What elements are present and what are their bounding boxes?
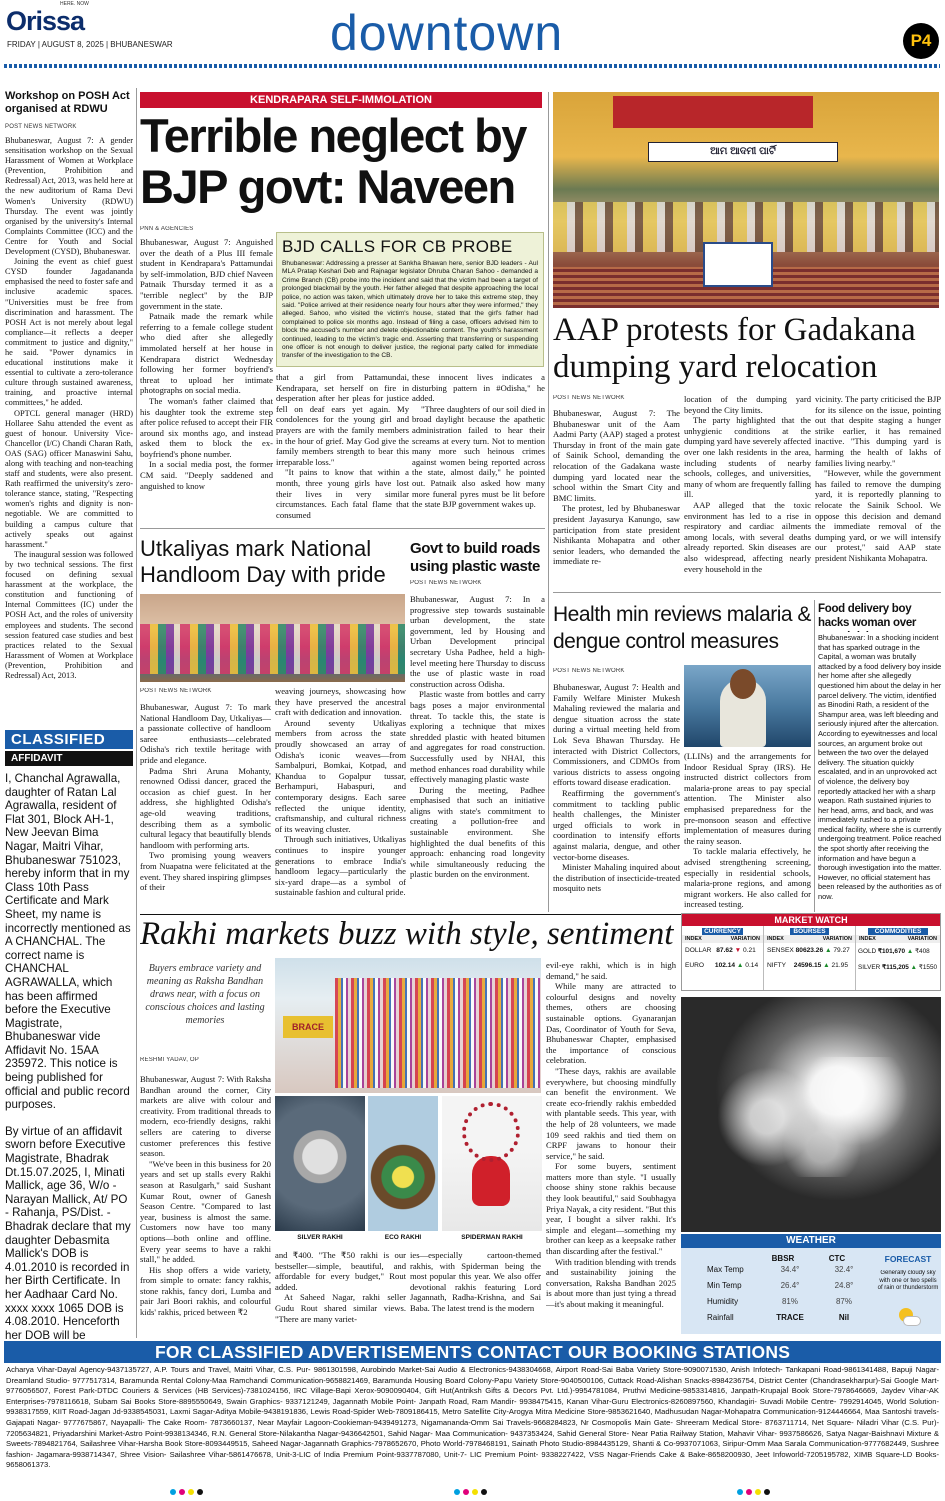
forecast-title: FORECAST (884, 1254, 932, 1264)
aap-para: "However, while the government has failed to remove the dumping yard, it is reportedly planning to relocate the Sainik School. We oppose this decision and demand the immediate removal of the dumping yard, or we will intensify our protest," said AAP state president Nishikanta Mohapatra. (815, 468, 941, 563)
handloom-col-1 (140, 702, 271, 912)
bourses-index-header: INDEX (767, 936, 784, 942)
rakhi-col-2 (275, 1250, 406, 1336)
commodities-variation-header: VARIATION (907, 936, 937, 942)
lead-para: Bhubaneswar, August 7: Anguished over the death of a Plus III female student in Kendrapara's Pattamundai by self-immolation, BJD chief Naveen Patnaik Thursday termed it as a "terrible neglect" by the BJP government in the state. (140, 237, 273, 311)
logo-tag: HERE. NOW (60, 1, 89, 7)
posh-para: Bhubaneswar, August 7: A gender sensitisation workshop on the Sexual Harassment of Women at Workplace (Prevention, Prohibition and Redressal) Act, 2013, was held here at the new auditorium of Rama Devi Women's University (RDWU) Thursday. The event was jointly organised by the university's Internal Complaints Committee (ICC) and the Centre for Youth and Social Development (CYSD), Bhubaneswar. (5, 136, 133, 257)
ads-title-bar: FOR CLASSIFIED ADVERTISEMENTS CONTACT OUR BOOKING STATIONS (4, 1341, 941, 1363)
issue-dateline: FRIDAY | AUGUST 8, 2025 | BHUBANESWAR (7, 40, 173, 49)
roads-para: Plastic waste from bottles and carry bags poses a major environmental threat. To tackle this, the state is exploring a technique that mixes shredded plastic with heated bitumen and aggregates for road construction. Successfully used by NHAI, this method enhances road durability while effectively managing plastic waste (410, 689, 545, 785)
rakhi-headline: Rakhi markets buzz with style, sentiment (140, 916, 674, 952)
posh-body (5, 136, 133, 681)
bourses-row: NIFTY 24596.15 ▲ 21.95 (767, 962, 849, 969)
rakhi-stall-photo (275, 958, 541, 1093)
booking-stations-list: Acharya Vihar-Dayal Agency-9437135727, A.P. Tours and Travel, Maitri Vihar, C.S. Pur- 9861301598, Aurobindo Market-Sai Audio & Electronics-9438304668, Airport Road-Sai Baba Variety Store-9090071530, Anish Infotech- Tankapani Road-9861341488, Bapuji Nagar- Dreamland Studio- 9777517314, Baramunda Rental Colony-Maa Ramchandi Communication-9658821469, Baramunda Housing Board Colony-Papu Variety Store-9040500106, Cuttack Road-Alishan Snacks-8984236754, District Center (Chandrasekharpur)-Sai Google Mart-9776056507, Forest Park-DTDC Couriers & Services (HB Services)-7381024156, IRC Village-Bapi Xerox-9090090404, Gift Hut(Antriksh Gifts & Decors Pvt. Ltd.)-9954781084, Pruthvi Medicine-9853314816, Janpath-Krupajal Book Store-7978646669, Jaydev Vihar-AK Enterprises-7978116618, Subam Sai Books Store-8895550649, Swain Graphics- 9337121249, Jagannath Mobile Point- Janpath Road, Ram Mandir- 9938475415, Kanan Vihar-Guru Electronics-8260897560, Khandagiri- Suvadi Mobile Centre- 7992914045, World Solution- 9938317559, KIIT Road-Jagan Jd-9338545031, Laxmi Sagar-Aditya Mobile-9438191836, Lewis Road-Spider Web-7809186415, Metro Satellite City-Arogya Mitra Medicine Store-9853621640, Madhusudan Nagar-Mohapatra Communication-9124446664, Maa Santoshi travels- Gajapati Nagar- 9777675867, Nayapalli- The Cake Room- 7873660137, Near Mayfair Lagoon-Cookieman-9439491273, Nigamananda-Omm Sai Travels-9668284823, Nr Cosmopolis Main Gate- Shreeram Medical Store- 8763711714, Net Square- Niladri Vihar (C.S. Pur)- 7205634821, Priyadarshini Market-Astro Point-9938134346, R.N. General Store-Nilakantha Nagar-9436642501, Sahid Nagar- Maa Communication- 9437353424, Sahid General Store- Near Patia Railway Station, Mahavir Vihar- 9937586626, Satya Nagar-Baishnavi Mixture & Sweets-7894821764, Sailashree Vihar-Harsha Book Store-8093449515, Saheed Nagar-Jagannath Graphics-7978652670, Photo World-7978468191, Sainath Photo Studio-8984435129, Shanti & Co-9937071063, Siripur-Omm Maa Sarala Communication-9777682449, Sushree fashion- Jagamara-9938714347, Shree Vision- Sailashree Vihar-5861476678, Unit-3-LIC of India Premium Point-9337787080, Unit-7- LIC Premium Point- 9338227422, VSS Nagar-Friends Cake & Bake-8658200930, Jeet Infoworld-7205195782, XIMB Square-LD Books-9658061373. (6, 1365, 939, 1470)
bjd-probe-box (276, 232, 544, 367)
cloud-band (701, 1057, 921, 1177)
classified-section (5, 730, 133, 1340)
commodities-title: COMMODITIES (868, 928, 928, 935)
posh-byline: POST NEWS NETWORK (5, 124, 77, 130)
posh-article (5, 90, 133, 720)
rakhi-para: evil-eye rakhi, which is in high demand," he said. (546, 960, 676, 981)
health-para: Minister Mahaling inquired about the distribution of insecticide-treated mosquito nets (553, 862, 680, 894)
satellite-image (681, 997, 941, 1232)
rakhi-para: ies—especially cartoon-themed rakhis, with Spiderman being the most popular this year. We also offer devotional rakhis featuring Lord Jagannath, Radha-Krishna, and Sai Baba. The latest trend is the modern (410, 1250, 541, 1313)
health-col-2 (684, 751, 811, 914)
bourses-row: SENSEX 80623.26 ▲ 79.27 (767, 947, 850, 954)
posh-headline: Workshop on POSH Act organised at RDWU (5, 90, 130, 115)
bourses-panel (764, 926, 856, 990)
bjd-box-text: Bhubaneswar: Addressing a presser at Sankha Bhawan here, senior BJD leaders - Aul MLA Pratap Keshari Deb and Rajnagar legislator Dhruba Charan Sahoo - demanded a Crime Branch (CB) probe into the incident and said that the victim had been a target of prolonged blackmail by the youth. Her father alleged that despite approaching the local police, no action was taken, which ultimately drove her to take this extreme step, they said. "Police arrived at their residence nearly four hours after they were informed," they alleged. Sahoo, who visited the victim's house, stated that the girl's father had complained to police six months ago. Instead of filing a case, officers advised him to block the accused's number and delete objectionable content. The youth's harassment continued, leading to the victim's tragic end. Asserting that transferring or suspending one officer is not enough to deliver justice, the regional party called for immediate transfer of the investigation to the CB. (282, 260, 538, 360)
health-para: (LLINs) and the arrangements for Indoor Residual Spray (IRS). He instructed district collectors from malaria-prone areas to pay special attention. The Minister also emphasised preparedness for the pre-monsoon season and effective implementation of measures during the rainy season. (684, 751, 811, 846)
weather-title: WEATHER (681, 1234, 941, 1248)
food-body: Bhubaneswar: In a shocking incident that has sparked outrage in the Capital, a woman was brutally attacked by a food delivery boy inside her home after she allegedly questioned him about the delay in her parcel delivery. The victim, identified as Binodini Rath, a resident of the Shampur area, was left bleeding and seriously injured after the altercation. According to eyewitnesses and local sources, an argument broke out between the two over the delayed delivery. The situation quickly escalated, and in an unprovoked act of violence, the delivery boy reportedly attacked her with a sharp weapon. Rath sustained injuries to her head, arms, and back, and was immediately rushed to a private medical facility, where she is currently undergoing treatment. Police reached the spot shortly after receiving the information and have begun a thorough investigation into the matter. However, no official statement has been released by the authorities as of now. (818, 633, 942, 902)
handloom-para: Through such initiatives, Utkaliyas continues to inspire younger generations to embrace India's handloom legacy—particularly the six-yard drape—as a symbol of sustainable fashion and cultural pride. (275, 834, 406, 898)
rakhi-byline: RESHMI YADAV, OP (140, 1057, 199, 1063)
column-divider (136, 88, 137, 1338)
section-rule (553, 592, 941, 593)
aap-para: The party highlighted that the unhygienic conditions at the dumping yard have severely affected over one lakh residents in the area, including students of nearby schools, colleges, and universities, many of whom are frequently falling ill. (684, 415, 811, 500)
rakhi-para: His shop offers a wide variety, from simple to ornate: fancy rakhis, stone rakhis, fancy dori, Lumba and pair Jari Boori rakhis, and colourful kids' rakhis, priced between ₹2 (140, 1264, 271, 1318)
banner-strip (613, 96, 813, 128)
masthead (0, 0, 945, 68)
lead-para: "It pains to know that within a month, three young girls have lost their lives in very similar circumstances. Each fatal flame that consumed (276, 467, 409, 520)
lead-byline: PNN & AGENCIES (140, 226, 194, 232)
lead-headline: Terrible neglect by BJP govt: Naveen (140, 110, 526, 213)
page-number-badge: P4 (903, 23, 939, 59)
health-para: Bhubaneswar, August 7: Health and Family Welfare Minister Mukesh Mahaling reviewed the malaria and dengue situation across the state during a virtual meeting held from Lok Seva Bhawan Thursday. He interacted with District Collectors, Commissioners, and CDMOs from various districts to assess ongoing efforts toward disease eradication. (553, 682, 680, 788)
silver-rakhi-photo (275, 1096, 365, 1231)
lead-para: these innocent lives indicates a disturbing pattern in #Odisha," he added. (412, 372, 545, 404)
spiderman-rakhi-photo (442, 1096, 542, 1231)
rakhi-para: With tradition blending with trends and sustainability joining the conversation, Raksha Bandhan 2025 is about more than just tying a thread—it's about making it meaningful. (546, 1256, 676, 1309)
health-headline: Health min reviews malaria & dengue control measures (553, 603, 811, 653)
eco-rakhi-photo (368, 1096, 438, 1231)
posh-para: The inaugural session was followed by two technical sessions. The first focused on defining sexual harassment at the workplace, the constitution and functioning of Internal Committees (IC) under the POSH Act, and the roles of university employees and students. The second session featured case studies and best practices related to the Sexual Harassment of Women at Workplace (Prevention, Prohibition and Redressal) Act, 2013. (5, 549, 133, 680)
sarees-row (140, 624, 405, 674)
food-headline: Food delivery boy hacks woman over (818, 603, 917, 629)
handloom-para: Two promising young weavers from Nuapatna were felicitated at the event. They shared inspiring glimpses of their (140, 850, 271, 893)
lead-para: "Three daughters of our soil died in broad daylight because the apathetic administration failed to hear their screams at every turn. Not to mention many more such heinous crimes against women being reported across the state, almost daily," he pointed out. Patnaik also asked how many more funeral pyres must be lit before the state BJP government wakes up. (412, 403, 545, 510)
weather-row: Humidity 81% 87% (707, 1297, 852, 1306)
aap-para: The protest, led by Bhubaneswar president Jayasurya Kanungo, saw participation from state president Nishikanta Mohapatra and other senior leaders, who demanded the immediate re- (553, 503, 680, 567)
aap-col-3 (815, 394, 941, 588)
commodities-row: GOLD ₹101,670 ▲ ₹408 (858, 948, 930, 955)
bourses-variation-header: VARIATION (822, 936, 852, 942)
lead-para: In a social media post, the former CM said. "Deeply saddened and anguished to know (140, 459, 273, 491)
handloom-para: Around seventy Utkaliyas members from across the state proudly showcased an array of Odisha's iconic weaves—from Sambalpuri, Bomkai, Kotpad, and Khandua to Gopalpur tussar, Berhampuri, Habaspuri, and contemporary designs. Each saree reflected the unique identity, craftsmanship, and cultural richness of its weaving cluster. (275, 717, 406, 834)
rakhi-standfirst: Buyers embrace variety and meaning as Raksha Bandhan draws near, with a focus on conscious choices and lasting memories (145, 963, 265, 1026)
aap-banner: ଆମ ଆଦମୀ ପାର୍ଟି (648, 142, 838, 162)
lead-col-2 (276, 372, 409, 522)
section-rule (140, 528, 545, 529)
minister-head (730, 669, 756, 699)
affidavit-notice-2: By virtue of an affidavit sworn before Executive Magistrate, Bhadrak Dt.15.07.2025, I, Minati Mallick, age 36, W/o - Narayan Mallick, At/ PO - Rahanja, PS/Dist. - Bhadrak declare that my daughter Debasmita Mallick's DOB is 4.01.2010 is recorded in her Birth Certificate. In her Aadhaar Card No. xxxx xxxx 1065 DOB is 4.08.2010. Henceforth her DOB will be (5, 1124, 131, 1340)
lead-col-1 (140, 237, 273, 522)
aap-protest-photo (553, 92, 939, 308)
aap-para: Bhubaneswar, August 7: The Bhubaneswar unit of the Aam Aadmi Party (AAP) staged a protest Thursday in front of the main gate of Sainik School, demanding the relocation of the Gadakana waste dumping yard located near the school within the Smart City and BMC limits. (553, 408, 680, 503)
aap-col-2 (684, 394, 811, 588)
currency-title: CURRENCY (702, 928, 743, 935)
posh-para: OPTCL general manager (HRD) Hollaree Sahu attended the event as guest of honour. University Vice-Chancellor (I/C) Chandi Charan Rath, OAS (SAG) officer Manaswini Sahu, along with teaching and non-teaching staff and students, were also present. Rath reaffirmed the university's zero-tolerance stance, stating, "Respecting women's rights and dignity is non-negotiable. We are committed to building a campus culture that actively speaks out against harassment." (5, 408, 133, 549)
caption-eco-rakhi: ECO RAKHI (384, 1234, 422, 1241)
ctc-header: CTC (828, 1254, 846, 1263)
handloom-col-2 (275, 686, 406, 912)
currency-variation-header: VARIATION (730, 936, 760, 942)
commodities-panel (856, 926, 940, 990)
lead-para: that a girl from Pattamundai, Kendrapara, set herself on fire in desperation after her pleas for justice fell on deaf ears yet again. My condolences for the young girl and prayers are with the family members in the hour of grief. May God give the family members strength to bear this irreparable loss." (276, 372, 409, 467)
rakhi-para: At Saheed Nagar, rakhi seller Gudu Rout shared similar views. "There are many variet- (275, 1292, 406, 1324)
rakhi-para: For some buyers, sentiment matters more than style. "I usually choose shiny stone rakhis because they look beautiful," said Soubhagya Priya Nayak, a city resident. "But this year, I bought a silver rakhi. It's simple and elegant—something my brother can keep as a keepsake rather than discarding after the festival." (546, 1161, 676, 1257)
roads-para: During the meeting, Padhee emphasised that such an initiative aligns with state's commitment to creating a pollution-free and sustainable environment. She highlighted the dual benefits of this approach: enhancing road longevity while simultaneously reducing the plastic burden on the environment. (410, 784, 545, 880)
caption-silver-rakhi: SILVER RAKHI (297, 1234, 343, 1241)
currency-index-header: INDEX (685, 936, 702, 942)
aap-byline: POST NEWS NETWORK (553, 395, 625, 401)
aap-headline: AAP protests for Gadakana dumping yard relocation (553, 312, 916, 385)
handloom-group-photo (140, 594, 405, 682)
rakhi-col-3 (410, 1250, 541, 1336)
currency-row: DOLLAR 87.62 ▼ 0.21 (685, 947, 756, 954)
bead-loop (462, 1102, 520, 1162)
health-col-1 (553, 682, 680, 914)
lead-para: The woman's father claimed that his daughter took the extreme step after police refused to accept their FIR around six months ago, and instead asked them to block the ex-boyfriend's phone number. (140, 395, 273, 459)
aap-col-1 (553, 408, 680, 588)
handloom-headline: Utkaliyas mark National Handloom Day with pride (140, 536, 386, 587)
commodities-index-header: INDEX (859, 936, 876, 942)
rakhi-col-1 (140, 1074, 271, 1336)
commodities-row: SILVER ₹115,205 ▲ ₹1550 (858, 964, 938, 971)
aap-para: AAP alleged that the toxic environment has led to a rise in respiratory and cardiac ailments among locals, with several deaths already reported. Skin diseases are also widespread, affecting nearly every household in the (684, 499, 811, 574)
logo: Orissa (6, 6, 85, 36)
aap-para: location of the dumping yard beyond the City limits. (684, 394, 811, 415)
rakhi-para: "These days, rakhis are available everywhere, but choosing mindfully can benefit the environment. We create eco-friendly rakhis embedded with plantable seeds. This year, with the help of 28 volunteers, we made 109 seed rakhis and tied them on CRPF jawans to honour their service," he said. (546, 1065, 676, 1161)
weather-panel (681, 1234, 941, 1334)
health-para: To tackle malaria effectively, he advised strengthening screening, especially in residential schools, malaria-prone regions, and among migrant workers. He also called for increased testing. (684, 846, 811, 910)
section-title: downtown (330, 5, 564, 61)
roads-byline: POST NEWS NETWORK (410, 580, 482, 586)
weather-icon (897, 1308, 921, 1330)
market-watch (681, 913, 941, 991)
aap-para: vicinity. The party criticised the BJP for its silence on the issue, pointing out that despite staging a hunger strike earlier, it has remained inactive. "This dumping yard is harming the health of lakhs of families living nearby." (815, 394, 941, 468)
bjd-box-headline: BJD CALLS FOR CB PROBE (282, 237, 513, 256)
rakhi-col-4 (546, 960, 676, 1338)
lead-kicker: KENDRAPARA SELF-IMMOLATION (140, 92, 542, 108)
currency-row: EURO 102.14 ▲ 0.14 (685, 962, 759, 969)
handloom-para: weaving journeys, showcasing how they have preserved the ancestral craft with dedication and innovation. (275, 686, 406, 718)
market-watch-title: MARKET WATCH (682, 914, 940, 926)
bbsr-header: BBSR (771, 1254, 795, 1263)
affidavit-notice-1: I, Chanchal Agrawalla, daughter of Ratan Lal Agrawalla, resident of Flat 301, Block AH-1, New Jeevan Bima Nagar, Maitri Vihar, Bhubaneswar 751023, hereby inform that in my Class 10th Pass Certificate and Mark Sheet, my name is incorrectly mentioned as A CHANCHAL. The correct name is CHANCHAL AGRAWALLA, which has been affirmed before the Executive Magistrate, Bhubaneswar vide Affidavit No. 15AA 235972. This notice is being published for official and public record purposes. (5, 772, 131, 1112)
caption-spiderman-rakhi: SPIDERMAN RAKHI (461, 1234, 523, 1241)
handloom-para: Padma Shri Aruna Mohanty, renowned Odissi dancer, graced the occasion as chief guest. In her address, she highlighted Odisha's age-old weaving traditions, describing them as a symbolic cultural legacy that beautifully blends handloom with performing arts. (140, 765, 271, 850)
roads-headline: Govt to build roads using plastic waste (410, 540, 540, 575)
lead-col-3 (412, 372, 545, 522)
placard (703, 242, 773, 287)
stall-sign: BRACE (283, 1016, 333, 1038)
handloom-para: Bhubaneswar, August 7: To mark National Handloom Day, Utkaliyas—a passionate collective of handloom saree enthusiasts—celebrated Odisha's rich textile heritage with pride and elegance. (140, 702, 271, 765)
rakhi-para: and ₹400. "The ₹50 rakhi is our bestseller—simple, beautiful, and affordable for every budget," Rout added. (275, 1250, 406, 1292)
roads-body (410, 594, 545, 914)
rakhi-strings (335, 978, 541, 1088)
column-divider (814, 600, 815, 912)
weather-row: Rainfall TRACE Nil (707, 1313, 850, 1322)
rakhi-para: Bhubaneswar, August 7: With Raksha Bandhan around the corner, City markets are alive with colour and creativity. From traditional threads to modern, eco-friendly designs, rakhi sellers are catering to diverse customer preferences this festive season. (140, 1074, 271, 1159)
color-registration-marks (170, 1489, 770, 1497)
posh-para: Joining the event as chief guest CYSD founder Jagadananda emphasised the need to foster safe and inclusive academic spaces. "Universities must be free from discrimination and harassment. The POSH Act is not merely about legal compliance—it reflects a deeper commitment to justice and dignity," he said. "Power dynamics in educational institutions make it essential to cultivate a zero-tolerance culture through sustained awareness, training, and proactive internal committees," he added. (5, 257, 133, 408)
bourses-title: BOURSES (790, 928, 829, 935)
classified-title: CLASSIFIED (5, 730, 133, 749)
rakhi-para: "We've been in this business for 20 years and set up stalls every Rakhi season at Rasulgarh," said Sushant Kumar Rout, owner of Ganesh Season Centre. "Compared to last year, business is almost the same. Customers now have too many options—both online and offline. Every year seems to have a rakhi stall," he added. (140, 1158, 271, 1265)
weather-row: Max Temp 34.4° 32.4° (707, 1265, 854, 1274)
column-divider (548, 92, 549, 912)
health-para: Reaffirming the government's commitment to tackling public health challenges, the Minister urged officials to work in coordination to intensify efforts against malaria, dengue, and other vector-borne diseases. (553, 787, 680, 862)
handloom-byline: POST NEWS NETWORK (140, 688, 212, 694)
affidavit-label: AFFIDAVIT (5, 751, 133, 766)
health-byline: POST NEWS NETWORK (553, 668, 625, 674)
forecast-text: Generally cloudy sky with one or two spells of rain or thunderstorm (877, 1270, 939, 1292)
roads-para: Bhubaneswar, August 7: In a progressive step towards sustainable urban development, the state government, led by Housing and Urban Development principal secretary Usha Padhee, held a high-level meeting here Thursday to discuss the use of plastic waste in road construction across Odisha. (410, 594, 545, 689)
currency-panel (682, 926, 764, 990)
masthead-rule (4, 64, 940, 68)
weather-row: Min Temp 26.4° 24.8° (707, 1281, 854, 1290)
health-minister-photo (684, 665, 811, 747)
lead-para: Patnaik made the remark while referring to a female college student who died after she allegedly immolated herself at her house in Kendrapara district Wednesday following her former boyfriend's threat to upload her intimate photographs on social media. (140, 311, 273, 396)
rakhi-para: While many are attracted to colourful designs and novelty themes, others are choosing sustainable options. Gyanaranjan Das, Coordinator of Youth for Seva, Bhubaneswar Chapter, emphasised the importance of conscious celebration. (546, 981, 676, 1066)
spiderman-figure (472, 1156, 510, 1206)
